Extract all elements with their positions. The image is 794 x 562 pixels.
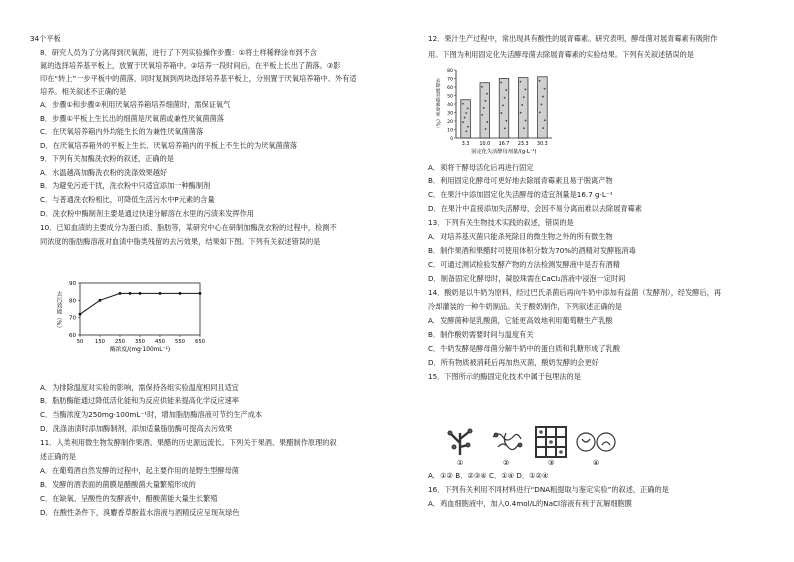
line-q11A: A．在葡萄酒自然发酵的过程中，起主要作用的是野生型酵母菌 [40, 466, 239, 475]
bar-texture [544, 119, 546, 121]
line-q8A: A．步骤①和步骤②利用厌氧培养箱培养细菌时，需保证氧气 [40, 100, 231, 109]
data-point [99, 299, 102, 302]
detergent-efficiency-chart [54, 277, 214, 357]
x-tick-label: 30.3 [537, 142, 548, 147]
line-q10C: C．当酶浓度为250mg·100mL⁻¹时，增加脂肪酶溶液可节约生产成本 [40, 410, 263, 419]
data-point [129, 292, 132, 295]
line-q10A: A．为排除温度对实验的影响，需保持各组实验温度相同且适宜 [40, 383, 239, 392]
y-axis-label: 去污效能（%） [55, 291, 61, 332]
y-tick-label: 60 [447, 86, 453, 91]
line-q10D: D．洗涤油渍时添加酶制剂，添加适量脂肪酶可提高去污效果 [40, 424, 233, 433]
line-q9B: B．为避免污迹干扰，洗衣粉中只适宜添加一种酶制剂 [40, 181, 211, 190]
page-header: 34个平板 [30, 34, 61, 43]
fig-2-cross-linking [493, 433, 522, 450]
line-q12A: A．须将干酵母活化后再进行固定 [428, 163, 534, 172]
y-tick-label: 70 [69, 315, 76, 322]
y-tick-label: 80 [447, 69, 453, 74]
line-q14b: 冷却灌装的一种牛奶制品。关于酸奶制作，下列叙述正确的是 [428, 302, 623, 311]
line-q15: 15．下图所示的酶固定化技术中属于包埋法的是 [428, 372, 581, 381]
line-q11a: 11．人类利用微生物发酵制作果酒、果醋的历史源远流长。下列关于果酒、果醋制作原理的叙 [40, 438, 337, 447]
data-point [159, 292, 162, 295]
bar-texture [506, 120, 508, 122]
bar-texture [462, 121, 464, 123]
line-q16a: 16．下列有关利用不同材料进行“DNA粗提取与鉴定实验”的叙述，正确的是 [428, 485, 669, 494]
y-tick-label: 40 [447, 103, 453, 108]
x-tick-label: 3.3 [461, 142, 470, 147]
fig-1-carrier-binding [448, 429, 472, 455]
line-q9C: C．与普通洗衣粉相比，可降低生活污水中P元素的含量 [40, 195, 215, 204]
x-axis-label: 酶浓度/(mg·100mL⁻¹) [109, 347, 171, 353]
bar-texture [464, 117, 466, 119]
x-tick-label: 150 [95, 339, 105, 345]
bar-texture [523, 96, 525, 98]
line-q12a: 12．果汁生产过程中，常出现具有酸性的展青霉素。研究表明，酵母菌对展青霉素有吸附作 [428, 34, 718, 43]
bar-texture [501, 112, 503, 114]
line-q13A: A．对培养基灭菌只能杀死除目的微生物之外的所有微生物 [428, 232, 613, 241]
x-axis-label: 固定化失活酵母剂量/(g·L⁻¹) [471, 149, 537, 155]
fig-label-1: ① [457, 459, 464, 466]
line-q12b: 用。下图为利用固定化失活酵母菌去除展青霉素的实验结果。下列有关叙述错误的是 [428, 50, 694, 59]
line-q11C: C．在缺氧、呈酸性的发酵液中，醋酸菌能大量生长繁殖 [40, 494, 218, 503]
line-q8a: 8．研究人员为了分离得到厌氧菌，进行了下列实验操作步骤：①将土样稀释涂布到不含 [40, 48, 317, 57]
bar-texture [483, 107, 485, 109]
fig-3-grid-embedding [536, 427, 566, 457]
line-q12B: B．利用固定化酵母可更好地去除展青霉素且易于脱离产物 [428, 176, 613, 185]
bar-texture [481, 86, 483, 88]
data-point [199, 292, 202, 295]
line-q13D: D．制备固定化酵母时，凝胶珠需在CaCl₂溶液中浸泡一定时间 [428, 274, 626, 283]
line-q8c: 印在“转上”一步平板中的菌落，同时复制到两块选择培养基平板上，分别置于厌氧培养箱中、外有适 [40, 74, 357, 83]
bar-texture [505, 89, 507, 91]
line-q13C: C．可通过测试检验发酵产物的方法检测发酵液中是否有酒精 [428, 260, 620, 269]
y-tick-label: 30 [447, 111, 453, 117]
series-line [80, 293, 200, 314]
left-column [30, 0, 386, 562]
x-tick-label: 23.3 [517, 142, 529, 147]
bar-texture [542, 127, 544, 129]
bar-texture [486, 121, 488, 123]
line-q16A: A．鸡血细胞液中，加入0.4mol/L的NaCl溶液有利于瓦解细胞膜 [428, 499, 632, 508]
line-q10B: B．脂肪酶能通过降低活化能和为反应供能来提高化学反应速率 [40, 396, 239, 405]
patulin-removal-chart [432, 66, 562, 161]
bar-texture [502, 105, 504, 107]
y-tick-label: 60 [69, 333, 76, 339]
x-tick-label: 350 [135, 339, 145, 345]
plot-frame [80, 283, 200, 335]
line-q8B: B．步骤①平板上生长出的细菌是厌氧菌或兼性厌氧菌菌落 [40, 114, 224, 123]
line-q10b: 同浓度的脂肪酶溶液对血渍中脂类残留的去污效果，结果如下图。下列有关叙述错误的是 [40, 237, 321, 246]
bar [518, 78, 528, 138]
line-q13: 13．下列有关生物技术实践的叙述，错误的是 [428, 218, 574, 227]
bar-texture [539, 111, 541, 113]
line-q8b: 氮的选择培养基平板上，放置于厌氧培养箱中。②培养一段时间后，在平板上长出了菌落。③影 [40, 61, 341, 70]
line-q9A: A．水温越高加酶洗衣粉的洗涤效果越好 [40, 168, 168, 177]
fig-label-2: ② [503, 459, 510, 466]
line-q10a: 10．已知血渍的主要成分为蛋白质、脂肪等，某研究中心在研制加酶洗衣粉的过程中，检测不 [40, 223, 337, 232]
bar [499, 79, 509, 139]
line-q9D: D．洗衣粉中酶制剂主要是通过快速分解溶在水里的污渍来发挥作用 [40, 209, 254, 218]
x-tick-label: 50 [76, 339, 84, 345]
x-tick-label: 450 [155, 339, 165, 345]
x-tick-label: 16.7 [498, 142, 510, 147]
bar-texture [504, 97, 506, 99]
data-point [119, 292, 122, 295]
y-tick-label: 90 [69, 281, 76, 287]
bar-texture [467, 126, 469, 128]
bar-texture [485, 128, 487, 130]
x-tick-label: 550 [175, 339, 185, 345]
bar-texture [544, 88, 546, 90]
bar-texture [539, 80, 541, 82]
data-point [139, 292, 142, 295]
bar-texture [520, 112, 522, 114]
line-q14D: D．所有物质被消耗后再加热灭菌，酸奶发酵的会更好 [428, 358, 599, 367]
bar [461, 100, 471, 138]
bar-texture [504, 127, 506, 129]
bar-texture [465, 112, 467, 114]
y-tick-label: 20 [447, 120, 453, 125]
data-point [79, 313, 82, 316]
bar-texture [521, 104, 523, 106]
bar [538, 77, 548, 138]
bar-texture [525, 120, 527, 122]
bar-texture [467, 107, 469, 109]
y-tick-label: 80 [69, 298, 76, 305]
bar-texture [541, 104, 543, 106]
bar-texture [466, 130, 468, 132]
line-q8d: 培养。相关叙述不正确的是 [40, 87, 127, 96]
y-tick-label: 0 [450, 137, 453, 142]
line-q9: 9．下列有关加酶洗衣粉的叙述，正确的是 [40, 154, 174, 163]
fig-4-microcapsule [577, 433, 615, 451]
y-tick-label: 10 [447, 128, 453, 134]
bar-texture [462, 103, 464, 105]
line-q15opts: A．①② B．②③④ C．①④ D．①②④ [428, 471, 549, 480]
bar-texture [520, 81, 522, 83]
line-q8C: C．在厌氧培养箱内外均能生长的为兼性厌氧菌菌落 [40, 127, 204, 136]
line-q12C: C．在果汁中添加固定化失活酵母的适宜剂量是16.7 g·L⁻¹ [428, 190, 613, 199]
x-tick-label: 650 [195, 339, 205, 345]
line-q14A: A．发酵菌种是乳酸菌，它能更高效地利用葡萄糖生产乳酸 [428, 316, 613, 325]
right-column [418, 0, 774, 562]
bar [480, 83, 490, 138]
bar-texture [523, 127, 525, 129]
line-q11b: 述正确的是 [40, 452, 76, 461]
x-tick-label: 10.0 [479, 142, 491, 147]
fig-label-3: ③ [548, 459, 555, 466]
line-q14a: 14．酸奶是以牛奶为原料，经过巴氏杀菌后再向牛奶中添加有益菌（发酵剂），经发酵后，再 [428, 288, 722, 297]
line-q11D: D．在酸性条件下，溴麝香草酚蓝水溶液与酒精反应呈现灰绿色 [40, 508, 240, 517]
line-q14C: C．牛奶发酵是酵母菌分解牛奶中的蛋白质和乳糖形成了乳酸 [428, 344, 620, 353]
x-tick-label: 250 [115, 339, 125, 345]
bar-texture [525, 89, 527, 91]
bar-texture [481, 114, 483, 116]
y-tick-label: 50 [447, 94, 453, 100]
bar-texture [486, 93, 488, 95]
line-q12D: D．在果汁中直接添加失活酵母，会因不易分离而难以去除展青霉素 [428, 204, 642, 213]
line-q14B: B．制作酸奶需要时间与温度有关 [428, 330, 534, 339]
bar-texture [500, 82, 502, 84]
bar-texture [485, 100, 487, 102]
bar-texture [542, 96, 544, 98]
y-axis-label: 去除展青霉素效率（%） [434, 78, 440, 131]
line-q8D: D．在厌氧培养箱外的平板上生长、厌氧培养箱内的平板上不生长的为厌氧菌菌落 [40, 141, 298, 150]
line-q11B: B．发酵的酒表面的菌膜是醋酸菌大量繁殖形成的 [40, 480, 196, 489]
y-tick-label: 70 [447, 77, 453, 83]
data-point [179, 292, 182, 295]
enzyme-immobilization-figure [438, 421, 628, 466]
line-q13B: B．制作果酒和果醋时可使用体积分数为70%的酒精对发酵瓶消毒 [428, 246, 636, 255]
fig-label-4: ④ [593, 459, 600, 466]
